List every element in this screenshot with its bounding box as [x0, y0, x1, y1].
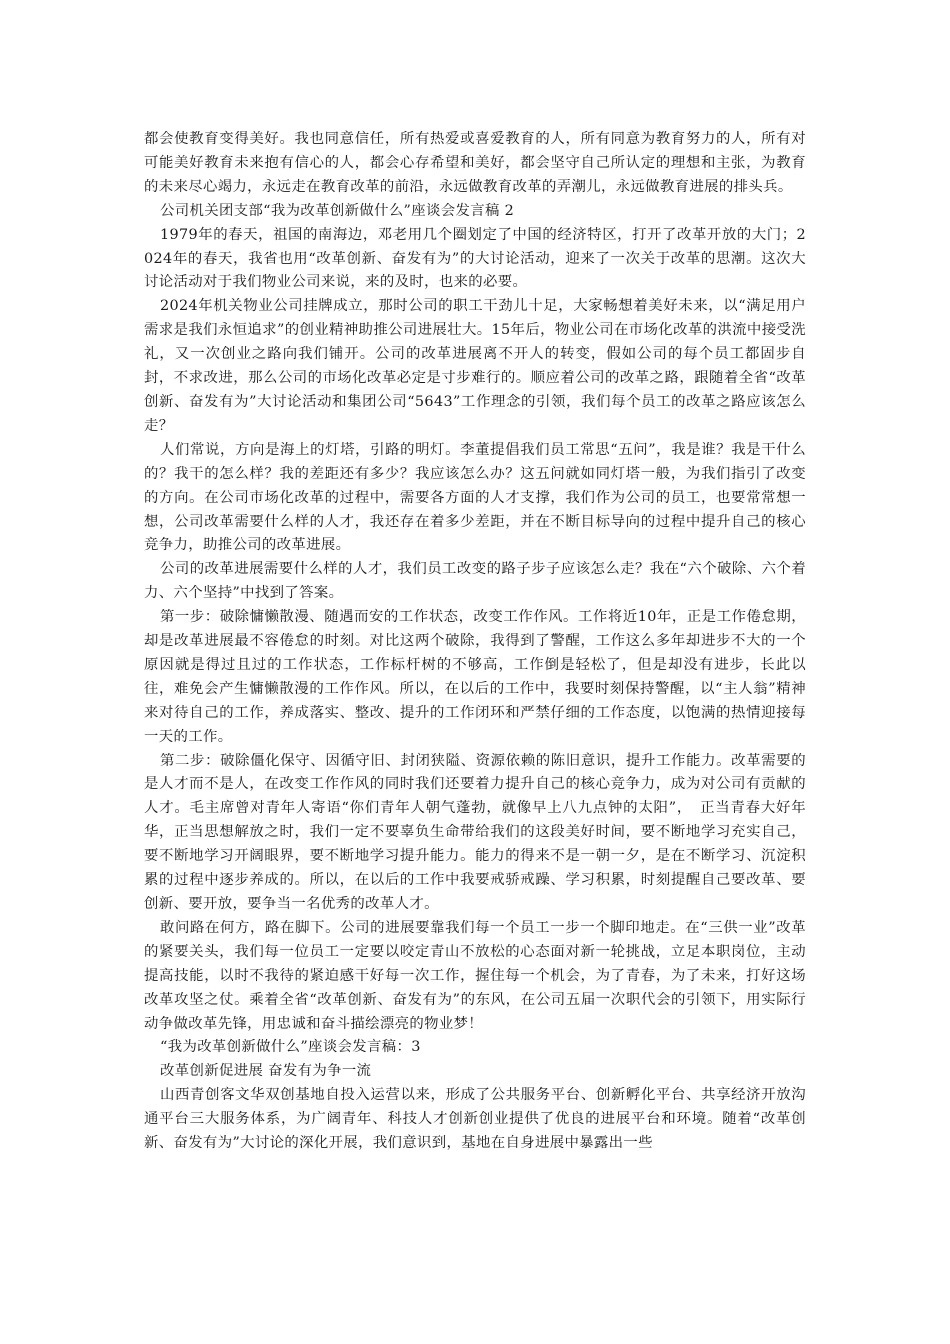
paragraph: 2024年机关物业公司挂牌成立，那时公司的职工干劲儿十足，大家畅想着美好未来，以“满足用户需求是我们永恒追求”的创业精神助推公司进展壮大。15年后，物业公司在市场化改革的洪流中接受洗礼，又一次创业之路向我们铺开。公司的改革进展离不开人的转变，假如公司的每个员工都固步自封，不求改进，那么公司的市场化改革必定是寸步难行的。顺应着公司的改革之路，跟随着全省“改革创新、奋发有为”大讨论活动和集团公司“5643”工作理念的引领，我们每个员工的改革之路应该怎么走？ [144, 298, 806, 434]
paragraph-step-1: 第一步：破除慵懒散漫、随遇而安的工作状态，改变工作作风。工作将近10年，正是工作倦怠期，却是改革进展最不容倦怠的时刻。对比这两个破除，我得到了警醒，工作这么多年却进步不大的一个原因就是得过且过的工作状态，工作标杆树的不够高，工作倒是轻松了，但是却没有进步，长此以往，难免会产生慵懒散漫的工作作风。所以，在以后的工作中，我要时刻保持警醒，以“主人翁”精神来对待自己的工作，养成落实、整改、提升的工作闭环和严禁仔细的工作态度，以饱满的热情迎接每一天的工作。 [144, 609, 806, 745]
paragraph-step-2: 第二步：破除僵化保守、因循守旧、封闭狭隘、资源依赖的陈旧意识，提升工作能力。改革需要的是人才而不是人，在改变工作作风的同时我们还要着力提升自己的核心竞争力，成为对公司有贡献的人才。毛主席曾对青年人寄语“你们青年人朝气蓬勃，就像早上八九点钟的太阳”， 正当青春大好年华，正当思想解放之时，我们一定不要辜负生命带给我们的这段美好时间，要不断地学习充实自己，要不断地学习开阔眼界，要不断地学习提升能力。能力的得来不是一朝一夕，是在不断学习、沉淀积累的过程中逐步养成的。所以，在以后的工作中我要戒骄戒躁、学习积累，时刻提醒自己要改革、要创新、要开放，要争当一名优秀的改革人才。 [144, 752, 806, 912]
paragraph: 敢问路在何方，路在脚下。公司的进展要靠我们每一个员工一步一个脚印地走。在“三供一业”改革的紧要关头，我们每一位员工一定要以咬定青山不放松的心态面对新一轮挑战，立足本职岗位，主动提高技能，以时不我待的紧迫感干好每一次工作，握住每一个机会，为了青春，为了未来，打好这场改革攻坚之仗。乘着全省“改革创新、奋发有为”的东风，在公司五届一次职代会的引领下，用实际行动争做改革先锋，用忠诚和奋斗描绘漂亮的物业梦！ [144, 919, 806, 1032]
paragraph: 山西青创客文华双创基地自投入运营以来，形成了公共服务平台、创新孵化平台、共享经济开放沟通平台三大服务体系，为广阔青年、科技人才创新创业提供了优良的进展平台和环境。随着“改革创新、奋发有为”大讨论的深化开展，我们意识到，基地在自身进展中暴露出一些 [144, 1087, 806, 1152]
paragraph: 1979年的春天，祖国的南海边，邓老用几个圈划定了中国的经济特区，打开了改革开放的大门；2024年的春天，我省也用“改革创新、奋发有为”的大讨论活动，迎来了一次关于改革的思潮。这次大讨论活动对于我们物业公司来说，来的及时，也来的必要。 [144, 226, 806, 291]
paragraph: 公司的改革进展需要什么样的人才，我们员工改变的路子步子应该怎么走？我在“六个破除、六个着力、六个坚持”中找到了答案。 [144, 561, 806, 602]
document-page [144, 128, 806, 1156]
section-subtitle: 改革创新促进展 奋发有为争一流 [160, 1063, 372, 1080]
section-title-2: 公司机关团支部“我为改革创新做什么”座谈会发言稿 2 [160, 202, 515, 219]
section-title-3: “我为改革创新做什么”座谈会发言稿：3 [160, 1039, 421, 1056]
paragraph-continuation: 都会使教育变得美好。我也同意信任，所有热爱或喜爱教育的人，所有同意为教育努力的人，所有对可能美好教育未来抱有信心的人，都会心存希望和美好，都会坚守自己所认定的理想和主张，为教育的未来尽心竭力，永远走在教育改革的前沿，永远做教育改革的弄潮儿，永远做教育进展的排头兵。 [144, 131, 806, 195]
paragraph: 人们常说，方向是海上的灯塔，引路的明灯。李董提倡我们员工常思“五问”，我是谁？我是干什么的？我干的怎么样？我的差距还有多少？我应该怎么办？这五问就如同灯塔一般，为我们指引了改变的方向。在公司市场化改革的过程中，需要各方面的人才支撑，我们作为公司的员工，也要常常想一想，公司改革需要什么样的人才，我还存在着多少差距，并在不断目标导向的过程中提升自己的核心竞争力，助推公司的改革进展。 [144, 441, 806, 554]
